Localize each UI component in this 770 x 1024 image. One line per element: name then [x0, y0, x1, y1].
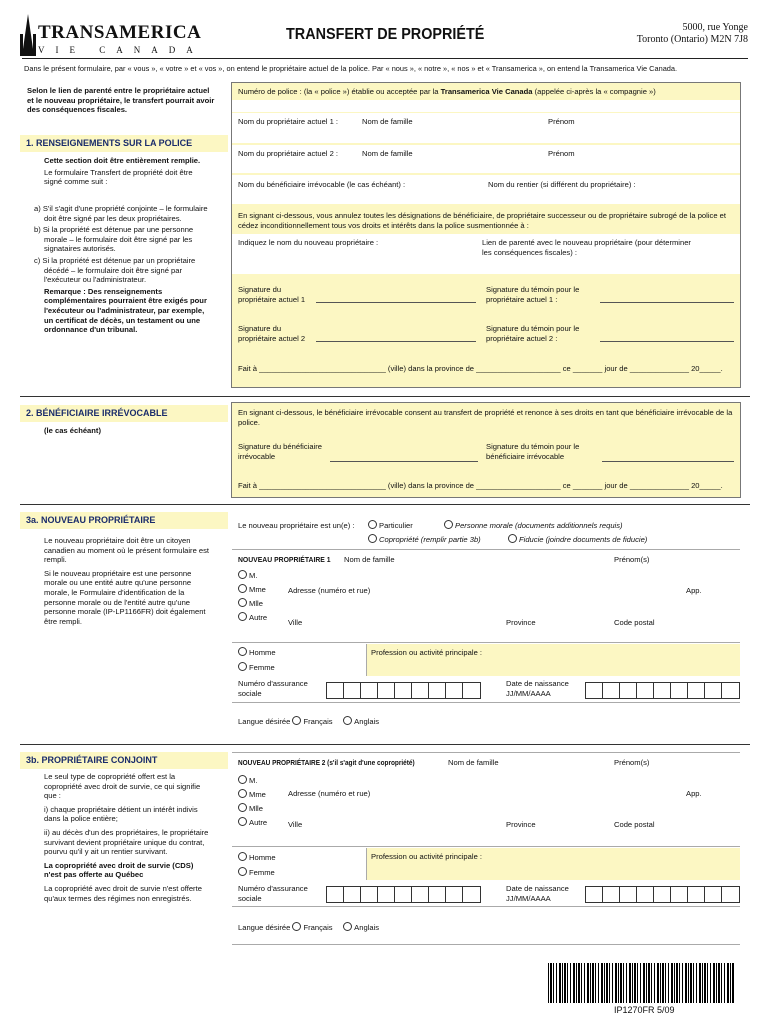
- signature-owner2-label: Signature du propriétaire actuel 2: [238, 324, 306, 343]
- owner2-apt-field[interactable]: App.: [686, 789, 702, 798]
- section-3b-item-i: i) chaque propriétaire détient un intérêt indivis dans la police entière;: [44, 804, 198, 824]
- owner1-firstname-label: Prénom: [548, 117, 575, 126]
- owner2-title-autre[interactable]: [238, 817, 267, 828]
- gender-femme-label: Femme: [249, 663, 275, 672]
- owner1-province-field[interactable]: Province: [506, 618, 536, 627]
- owner2-firstname-label: Prénom: [548, 149, 575, 158]
- section-3a-para-1: Le nouveau propriétaire doit être un citoyen canadien au moment où le présent formulaire est rempli.: [44, 536, 210, 565]
- owner1-dob-label: Date de naissance JJ/MM/AAAA: [506, 679, 569, 698]
- signature-beneficiary-label: Signature du bénéficiaire irrévocable: [238, 442, 323, 461]
- section-1-title: 1. RENSEIGNEMENTS SUR LA POLICE: [20, 135, 228, 152]
- section-3a-para-2: Si le nouveau propriétaire est une personne morale ou une entité autre qu'une personne morale, le Formulaire d'identification de la personne morale ou de l'entité autre qu'une personne morale (IP-LP1166FR) doit également être rempli.: [44, 568, 206, 626]
- signature-beneficiary-witness-label: Signature du témoin pour le bénéficiaire irrévocable: [486, 442, 580, 461]
- owner2-language-en-label: Anglais: [354, 923, 380, 932]
- radio-icon: [343, 922, 352, 931]
- radio-icon: [238, 867, 247, 876]
- section-3b-text: [44, 772, 210, 903]
- annuitant-label: Nom du rentier (si différent du propriétaire) :: [488, 180, 636, 189]
- owner2-sin-input[interactable]: [326, 886, 481, 903]
- owner2-dob-label: Date de naissance JJ/MM/AAAA: [506, 884, 569, 903]
- owner2-title-m-label: M.: [249, 776, 258, 785]
- barcode-icon: [548, 963, 734, 1003]
- owner2-label: Nom du propriétaire actuel 2 :: [238, 149, 339, 158]
- policy-label-post: (appelée ci-après la « compagnie »): [534, 87, 656, 96]
- owner2-lastname-field[interactable]: Nom de famille: [448, 758, 499, 767]
- section-2-title: 2. BÉNÉFICIAIRE IRRÉVOCABLE: [20, 405, 228, 422]
- section-1-instructions: [44, 156, 208, 189]
- owner1-sin-input[interactable]: [326, 682, 481, 699]
- signature-witness1-label: Signature du témoin pour le propriétaire actuel 1 :: [486, 285, 580, 304]
- list-item-c: c) Si la propriété est détenue par un propriétaire décédé – le formulaire doit être signé par l'exécuteur ou l'administrateur.: [34, 255, 196, 285]
- irrevocable-beneficiary-label: Nom du bénéficiaire irrévocable (le cas échéant) :: [238, 180, 406, 189]
- owner2-city-field[interactable]: Ville: [288, 820, 303, 829]
- policy-number-input[interactable]: [232, 100, 740, 112]
- language-label: Langue désirée: [238, 717, 291, 726]
- owner2-lastname-label: Nom de famille: [362, 149, 413, 158]
- radio-icon: [292, 922, 301, 931]
- gender-femme[interactable]: [238, 662, 275, 673]
- section-1-remark: Remarque : Des renseignements complémentaires pourraient être exigés pour l'exécuteur ou l'administrateur, par exemple, un certificat de décès, un testament ou une ordonnance d'un tribunal.: [44, 286, 207, 335]
- owner2-postal-field[interactable]: Code postal: [614, 820, 655, 829]
- intro-text: Dans le présent formulaire, par « vous », « votre » et « vos », on entend le propriétaire actuel de la police. Par « nous », « notre », « nos » et « Transamerica », on entend la Transamerica Vie Canada.: [24, 64, 678, 73]
- logo-name: TRANSAMERICA: [38, 22, 202, 43]
- owner-type-corporation[interactable]: [444, 520, 623, 531]
- section-3b-bold: La copropriété avec droit de survie (CDS) n'est pas offerte au Québec: [44, 860, 194, 880]
- section-3a-text: [44, 536, 210, 626]
- owner-type-joint[interactable]: [368, 534, 481, 545]
- owner-type-trust[interactable]: [508, 534, 647, 545]
- section-3b-item-ii: ii) au décès d'un des propriétaires, le propriétaire survivant devient propriétaire unique du contrat, pourvu qu'il y ait un rentier survivant.: [44, 827, 209, 857]
- section-3b-para-1: Le seul type de copropriété offert est la copropriété avec droit de survie, ce qui signifie que :: [44, 772, 201, 801]
- section-2-text: En signant ci-dessous, le bénéficiaire irrévocable consent au transfert de propriété et renonce à ses droits en tant que bénéficiaire irrévocable de la police.: [238, 408, 733, 427]
- owner2-gender-homme[interactable]: [238, 852, 276, 863]
- policy-company: Transamerica Vie Canada: [440, 87, 533, 96]
- language-fr-option[interactable]: [292, 717, 332, 726]
- section-1-bold: Cette section doit être entièrement remplie.: [44, 156, 201, 165]
- radio-icon: [238, 647, 247, 656]
- radio-icon: [238, 584, 247, 593]
- section-1-fait-line[interactable]: Fait à ______________________________ (ville) dans la province de ____________________ ce _______ jour de ______________ 20_____.: [238, 364, 723, 373]
- owner2-gender-homme-label: Homme: [249, 853, 276, 862]
- logo-subtitle: VIE CANADA: [38, 45, 204, 55]
- owner2-title-m[interactable]: [238, 775, 257, 786]
- title-mlle[interactable]: [238, 598, 263, 609]
- address-line-1: 5000, rue Yonge: [682, 22, 748, 33]
- owner-type-individual[interactable]: [368, 520, 413, 531]
- owner2-language-en-option[interactable]: [343, 923, 379, 932]
- owner2-title-mlle[interactable]: [238, 803, 263, 814]
- title-mme-label: Mme: [249, 585, 266, 594]
- radio-icon: [238, 789, 247, 798]
- signature-owner1-label: Signature du propriétaire actuel 1: [238, 285, 306, 304]
- owner2-gender-femme-label: Femme: [249, 868, 275, 877]
- gender-homme[interactable]: [238, 647, 276, 658]
- owner-type-label: Le nouveau propriétaire est un(e) :: [238, 521, 355, 530]
- radio-icon: [238, 612, 247, 621]
- section-1-list: [34, 204, 210, 335]
- signature-witness2-label: Signature du témoin pour le propriétaire actuel 2 :: [486, 324, 580, 343]
- owner2-title-mme[interactable]: [238, 789, 266, 800]
- language-en-option[interactable]: [343, 717, 379, 726]
- owner2-title-mlle-label: Mlle: [249, 804, 263, 813]
- owner2-sin-label: Numéro d'assurance sociale: [238, 884, 308, 903]
- section-3b-para-2: La copropriété avec droit de survie n'est offerte qu'aux termes des régimes non enregistrés.: [44, 883, 202, 903]
- owner1-language: [238, 716, 379, 727]
- owner2-language-fr-option[interactable]: [292, 923, 332, 932]
- title-autre[interactable]: [238, 612, 267, 623]
- owner1-firstname-field[interactable]: Prénom(s): [614, 555, 650, 564]
- transamerica-pyramid-logo-icon: [20, 14, 36, 56]
- owner1-address-field[interactable]: Adresse (numéro et rue): [288, 586, 371, 595]
- list-item-a: a) S'il s'agit d'une propriété conjointe – le formulaire doit être signé par les deux propriétaires.: [34, 204, 208, 223]
- owner1-postal-field[interactable]: Code postal: [614, 618, 655, 627]
- owner2-province-field[interactable]: Province: [506, 820, 536, 829]
- radio-icon: [368, 534, 377, 543]
- new-owner-2-heading: NOUVEAU PROPRIÉTAIRE 2 (s'il s'agit d'une copropriété): [238, 758, 415, 767]
- language-en-label: Anglais: [354, 717, 380, 726]
- owner1-dob-input[interactable]: [585, 682, 740, 699]
- owner2-language-label: Langue désirée: [238, 923, 291, 932]
- policy-number-label: [238, 87, 656, 97]
- owner2-language: [238, 922, 379, 933]
- owner1-profession-field[interactable]: Profession ou activité principale :: [366, 644, 740, 676]
- owner1-lastname-label: Nom de famille: [362, 117, 413, 126]
- title-mlle-label: Mlle: [249, 599, 263, 608]
- owner2-title-mme-label: Mme: [249, 790, 266, 799]
- address-line-2: Toronto (Ontario) M2N 7J8: [636, 34, 748, 45]
- signing-text: En signant ci-dessous, vous annulez toutes les désignations de bénéficiaire, de propriétaire successeur ou de propriétaire subrogé de la police et cédez inconditionnellement tous vos droits et intérêts dans la police susmentionnée à :: [238, 211, 726, 230]
- owner1-lastname-field[interactable]: Nom de famille: [344, 555, 395, 564]
- owner1-city-field[interactable]: Ville: [288, 618, 303, 627]
- title-m-label: M.: [249, 571, 258, 580]
- gender-homme-label: Homme: [249, 648, 276, 657]
- owner2-address-field[interactable]: Adresse (numéro et rue): [288, 789, 371, 798]
- radio-icon: [238, 852, 247, 861]
- tax-warning-note: Selon le lien de parenté entre le propriétaire actuel et le nouveau propriétaire, le transfert pourrait avoir des conséquences fiscales.: [27, 86, 215, 115]
- company-address: [637, 22, 748, 46]
- language-fr-label: Français: [303, 717, 333, 726]
- radio-icon: [368, 520, 377, 529]
- opt-joint-label: Copropriété (remplir partie 3b): [379, 535, 481, 544]
- owner2-gender-femme[interactable]: [238, 867, 275, 878]
- radio-icon: [238, 803, 247, 812]
- new-owner-name-label: Indiquez le nom du nouveau propriétaire :: [238, 238, 379, 247]
- owner2-firstname-field[interactable]: Prénom(s): [614, 758, 650, 767]
- radio-icon: [238, 570, 247, 579]
- owner1-sin-label: Numéro d'assurance sociale: [238, 679, 308, 698]
- radio-icon: [238, 775, 247, 784]
- title-autre-label: Autre: [249, 613, 268, 622]
- owner1-form: [231, 548, 741, 738]
- radio-icon: [238, 598, 247, 607]
- policy-label-pre: Numéro de police : (la « police ») établie ou acceptée par la: [238, 87, 439, 96]
- radio-icon: [508, 534, 517, 543]
- owner1-label: Nom du propriétaire actuel 1 :: [238, 117, 339, 126]
- opt-trust-label: Fiducie (joindre documents de fiducie): [519, 535, 648, 544]
- radio-icon: [238, 662, 247, 671]
- page-title: TRANSFERT DE PROPRIÉTÉ: [286, 26, 485, 43]
- section-2-fait-line[interactable]: Fait à ______________________________ (ville) dans la province de ____________________ ce _______ jour de ______________ 20_____.: [238, 481, 723, 490]
- opt-individual-label: Particulier: [379, 521, 413, 530]
- title-mme[interactable]: [238, 584, 266, 595]
- radio-icon: [292, 716, 301, 725]
- owner2-profession-field[interactable]: Profession ou activité principale :: [366, 848, 740, 880]
- list-item-b: b) Si la propriété est détenue par une personne morale – le formulaire doit être signé par les signataires autorisés.: [34, 225, 194, 254]
- section-1-para: Le formulaire Transfert de propriété doit être signé comme suit :: [44, 167, 193, 187]
- opt-corporation-label: Personne morale (documents additionnels requis): [455, 521, 623, 530]
- owner1-apt-field[interactable]: App.: [686, 586, 702, 595]
- section-2-subtitle: (le cas échéant): [44, 426, 101, 435]
- owner2-dob-input[interactable]: [585, 886, 740, 903]
- section-3a-title: 3a. NOUVEAU PROPRIÉTAIRE: [20, 512, 228, 529]
- title-m[interactable]: [238, 570, 257, 581]
- section-3b-title: 3b. PROPRIÉTAIRE CONJOINT: [20, 752, 228, 769]
- radio-icon: [238, 817, 247, 826]
- new-owner-1-heading: NOUVEAU PROPRIÉTAIRE 1: [238, 555, 331, 564]
- radio-icon: [444, 520, 453, 529]
- owner2-language-fr-label: Français: [303, 923, 333, 932]
- owner2-title-autre-label: Autre: [249, 818, 268, 827]
- relationship-label: Lien de parenté avec le nouveau propriétaire (pour déterminer les conséquences fiscales) :: [482, 238, 691, 257]
- form-code: IP1270FR 5/09: [614, 1005, 675, 1015]
- radio-icon: [343, 716, 352, 725]
